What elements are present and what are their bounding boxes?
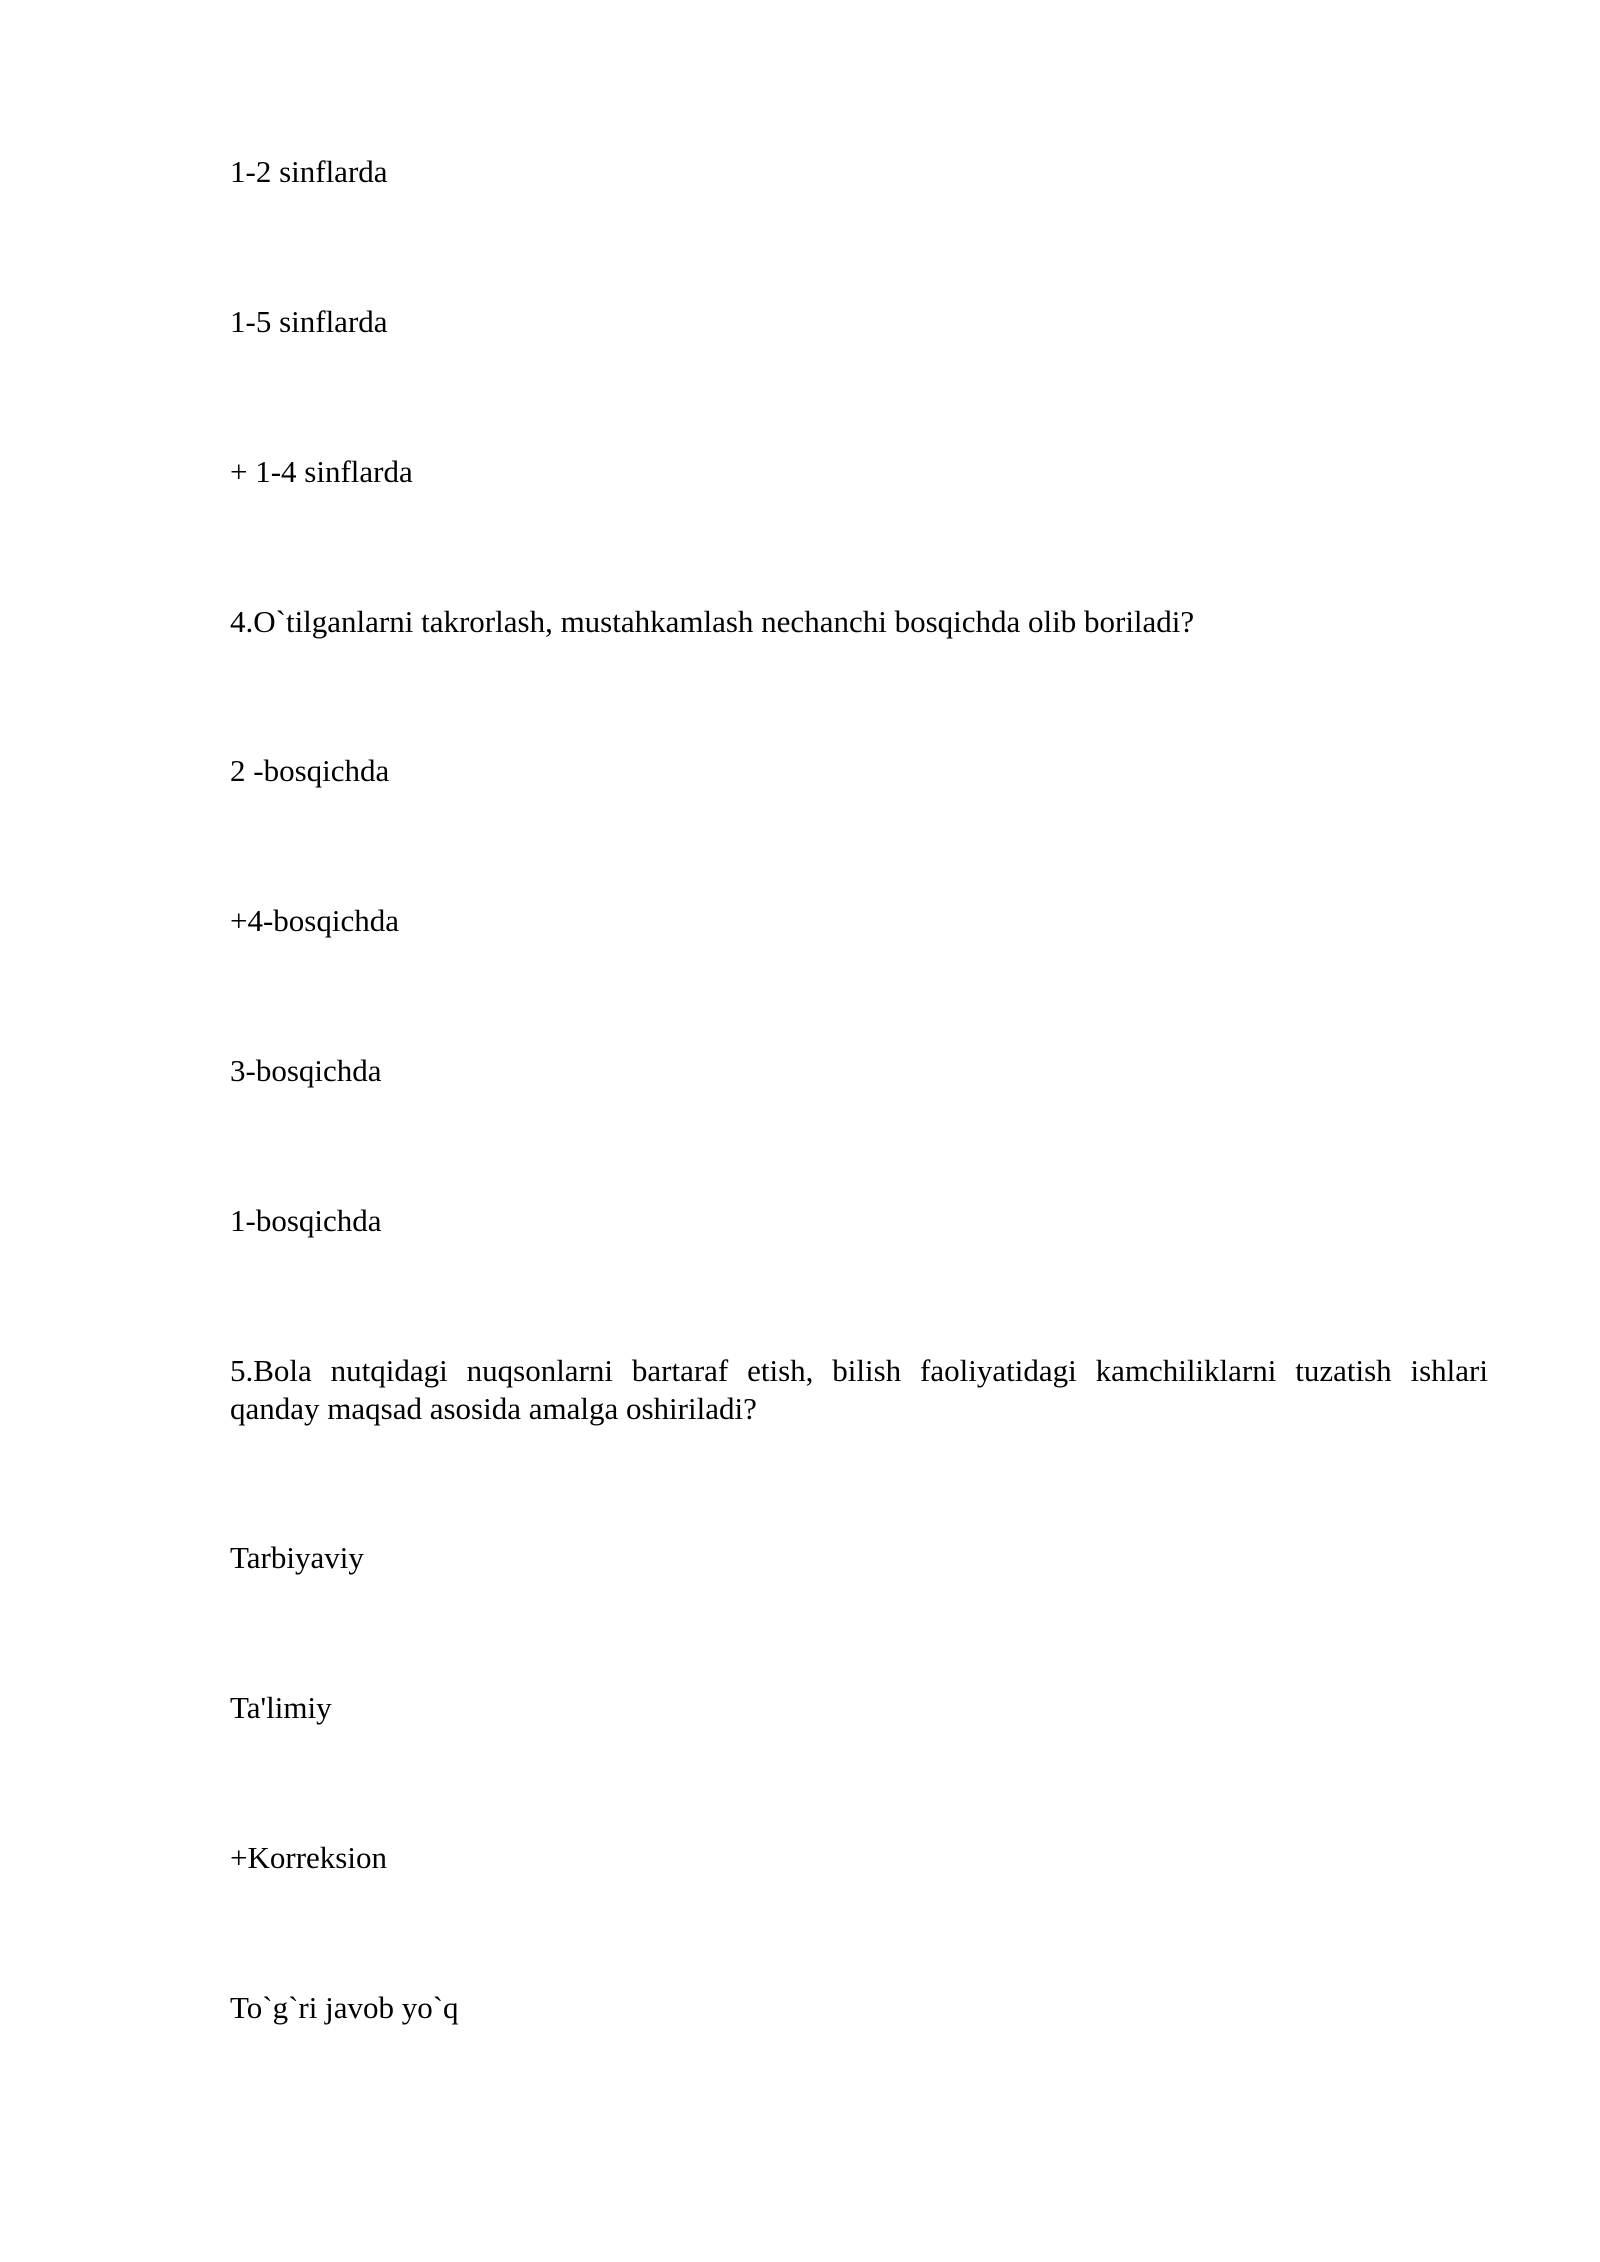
answer-option: 3-bosqichda — [230, 1053, 382, 1088]
answer-option: Ta'limiy — [230, 1690, 332, 1725]
answer-option: Tarbiyaviy — [230, 1540, 364, 1575]
question-5-line-2: qanday maqsad asosida amalga oshiriladi? — [230, 1391, 757, 1426]
answer-option: 1-5 sinflarda — [230, 304, 388, 339]
answer-option: To`g`ri javob yo`q — [230, 1990, 459, 2025]
answer-option-correct: +Korreksion — [230, 1840, 387, 1875]
answer-option: 2 -bosqichda — [230, 753, 390, 788]
answer-option: 1-bosqichda — [230, 1203, 382, 1238]
question-4: 4.O`tilganlarni takrorlash, mustahkamlash nechanchi bosqichda olib boriladi? — [230, 604, 1195, 639]
answer-option: 1-2 sinflarda — [230, 154, 388, 189]
question-5 — [230, 1352, 1488, 1428]
answer-option-correct: + 1-4 sinflarda — [230, 454, 413, 489]
answer-option-correct: +4-bosqichda — [230, 903, 400, 938]
question-5-line-1: 5.Bola nutqidagi nuqsonlarni bartaraf etish, bilish faoliyatidagi kamchiliklarni tuzatish ishlari — [230, 1353, 1488, 1388]
